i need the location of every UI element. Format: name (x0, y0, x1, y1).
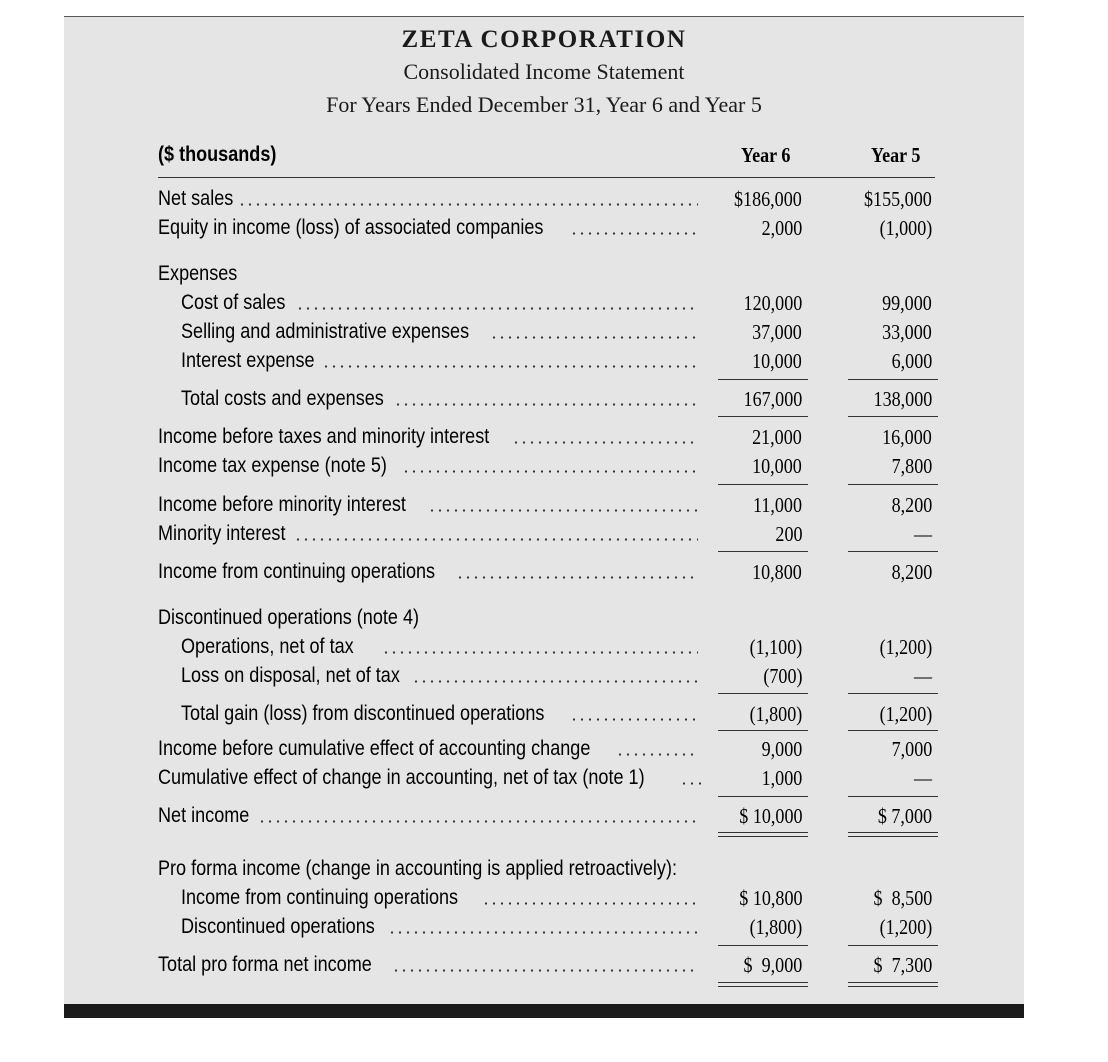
row-label: Cumulative effect of change in accounting, net of tax (note 1) (158, 766, 645, 789)
year5-value: 8,200 (891, 493, 932, 517)
subtotal-rule (848, 551, 938, 552)
statement-name: Consolidated Income Statement (403, 59, 685, 84)
year5-value: 7,800 (891, 454, 932, 478)
year6-value: 200 (774, 522, 802, 546)
leader-dots (616, 753, 698, 756)
expenses-heading: Expenses (158, 262, 238, 285)
row-label: Net income (158, 804, 250, 827)
year6-value: (1,800) (749, 702, 802, 726)
year6-value: 10,000 (752, 454, 802, 478)
statement-title (64, 24, 1024, 122)
pro-forma-heading: Pro forma income (change in accounting is applied retroactively): (158, 857, 677, 880)
year5-header: Year 5 (870, 143, 920, 167)
row-label: Cost of sales (181, 291, 286, 314)
total-double-rule (718, 982, 808, 987)
leader-dots (490, 336, 698, 339)
leader-dots (394, 403, 698, 406)
year6-value: 167,000 (743, 387, 802, 411)
year5-value: — (913, 522, 932, 546)
row-label: Discontinued operations (181, 915, 375, 938)
subtotal-rule (718, 416, 808, 417)
year6-value: (700) (762, 664, 802, 688)
year6-value: $ 10,800 (738, 886, 802, 910)
leader-dots (570, 232, 698, 235)
year6-value: (1,800) (749, 915, 802, 939)
subtotal-rule (718, 484, 808, 485)
year5-value: — (913, 664, 932, 688)
subtotal-rule (718, 693, 808, 694)
year6-header: Year 6 (740, 143, 790, 167)
year5-value: 33,000 (882, 320, 932, 344)
leader-dots (382, 651, 698, 654)
year5-value: (1,200) (879, 915, 932, 939)
year6-value: 2,000 (761, 216, 802, 240)
year5-value: (1,200) (879, 702, 932, 726)
leader-dots (512, 441, 698, 444)
year5-value: 99,000 (882, 291, 932, 315)
year5-value: $ 7,000 (877, 804, 932, 828)
row-label: Total gain (loss) from discontinued operations (181, 702, 545, 725)
leader-dots (392, 969, 698, 972)
year6-value: (1,100) (749, 635, 802, 659)
leader-dots (456, 576, 698, 579)
leader-dots (570, 718, 698, 721)
subtotal-rule (848, 730, 938, 731)
leader-dots (322, 365, 698, 368)
year5-value: — (913, 766, 932, 790)
bottom-rule (64, 1004, 1024, 1018)
company-name: ZETA CORPORATION (401, 26, 687, 53)
year6-value: 21,000 (752, 425, 802, 449)
year5-value: 8,200 (891, 560, 932, 584)
subtotal-rule (848, 379, 938, 380)
units-label: ($ thousands) (158, 143, 277, 166)
subtotal-rule (848, 693, 938, 694)
leader-dots (482, 902, 698, 905)
total-double-rule (718, 832, 808, 837)
leader-dots (388, 931, 698, 934)
year5-value: 138,000 (873, 387, 932, 411)
year5-value: $ 8,500 (873, 886, 932, 910)
row-label: Loss on disposal, net of tax (181, 664, 400, 687)
year6-value: 10,000 (752, 349, 802, 373)
year6-value: 9,000 (761, 737, 802, 761)
row-label: Income before cumulative effect of accounting change (158, 737, 591, 760)
row-label: Income before minority interest (158, 493, 406, 516)
row-label: Selling and administrative expenses (181, 320, 470, 343)
year5-value: $ 7,300 (873, 953, 932, 977)
year6-value: 11,000 (752, 493, 802, 517)
row-label: Income before taxes and minority interest (158, 425, 490, 448)
discontinued-heading: Discontinued operations (note 4) (158, 606, 420, 629)
year5-value: 16,000 (882, 425, 932, 449)
subtotal-rule (718, 551, 808, 552)
row-label: Total costs and expenses (181, 387, 384, 410)
year6-value: 1,000 (761, 766, 802, 790)
statement-period: For Years Ended December 31, Year 6 and Year 5 (326, 92, 762, 117)
year5-value: 7,000 (891, 737, 932, 761)
total-double-rule (848, 982, 938, 987)
header-rule (158, 177, 935, 178)
row-label: Income from continuing operations (158, 560, 436, 583)
row-label: Income tax expense (note 5) (158, 454, 387, 477)
year6-value: 37,000 (752, 320, 802, 344)
row-label: Equity in income (loss) of associated companies (158, 216, 544, 239)
year6-value: $ 10,000 (738, 804, 802, 828)
leader-dots (238, 203, 698, 206)
leader-dots (296, 307, 698, 310)
row-label: Interest expense (181, 349, 315, 372)
row-label: Net sales (158, 187, 234, 210)
row-label: Operations, net of tax (181, 635, 354, 658)
row-label: Minority interest (158, 522, 286, 545)
subtotal-rule (718, 945, 808, 946)
subtotal-rule (848, 416, 938, 417)
row-label: Total pro forma net income (158, 953, 372, 976)
subtotal-rule (718, 796, 808, 797)
leader-dots (294, 538, 698, 541)
year6-value: 120,000 (743, 291, 802, 315)
row-label: Income from continuing operations (181, 886, 459, 909)
subtotal-rule (848, 796, 938, 797)
subtotal-rule (718, 730, 808, 731)
year5-value: (1,000) (879, 216, 932, 240)
year5-value: 6,000 (891, 349, 932, 373)
subtotal-rule (848, 484, 938, 485)
subtotal-rule (718, 379, 808, 380)
year6-value: $186,000 (734, 187, 802, 211)
year6-value: $ 9,000 (743, 953, 802, 977)
leader-dots (412, 680, 698, 683)
total-double-rule (848, 832, 938, 837)
year5-value: (1,200) (879, 635, 932, 659)
year5-value: $155,000 (864, 187, 932, 211)
year6-value: 10,800 (752, 560, 802, 584)
leader-dots (402, 470, 698, 473)
leader-dots (428, 509, 698, 512)
subtotal-rule (848, 945, 938, 946)
leader-dots (258, 820, 698, 823)
